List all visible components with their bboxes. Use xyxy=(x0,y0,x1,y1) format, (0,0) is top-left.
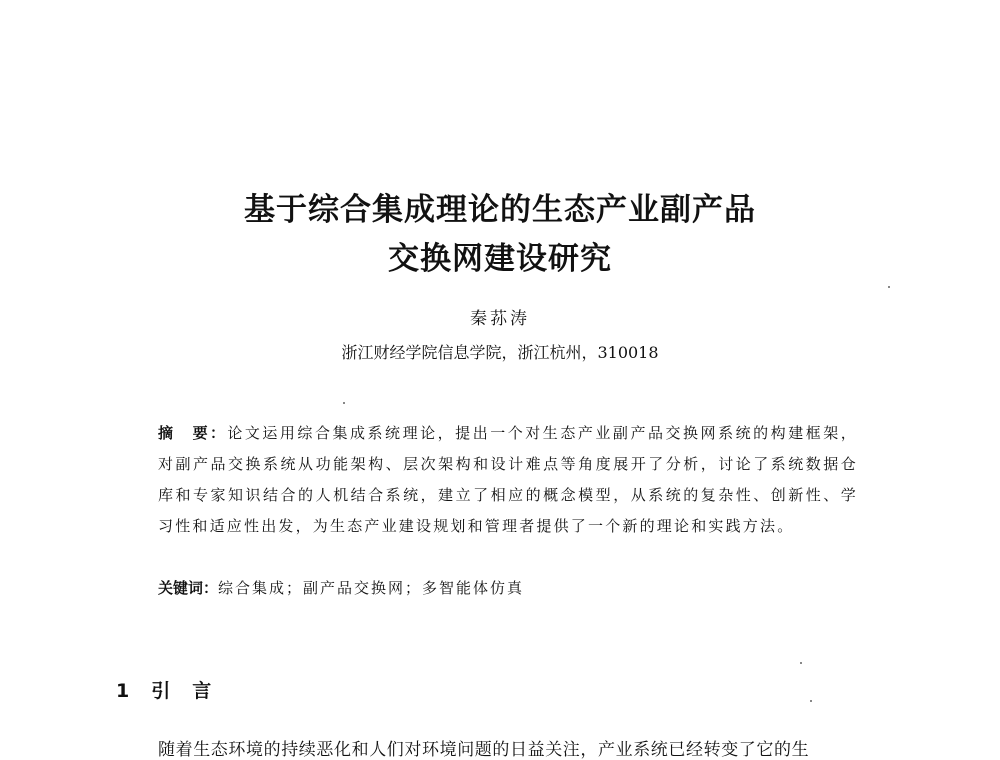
section-number: 1 xyxy=(116,680,130,702)
abstract-text: 论文运用综合集成系统理论，提出一个对生态产业副产品交换网系统的构建框架，对副产品交换系统从功能架构、层次架构和设计难点等角度展开了分析，讨论了系统数据仓库和专家知识结合的人机结合系统，建立了相应的概念模型，从系统的复杂性、创新性、学习性和适应性出发，为生态产业建设规划和管理者提供了一个新的理论和实践方法。 xyxy=(158,424,858,535)
section-title: 引言 xyxy=(151,680,234,702)
keywords-block xyxy=(158,577,858,598)
scan-speck xyxy=(800,662,802,664)
body-text-line: 随着生态环境的持续恶化和人们对环境问题的日益关注，产业系统已经转变了它的生 xyxy=(158,740,810,760)
scan-speck xyxy=(888,286,890,288)
scan-speck xyxy=(810,700,812,702)
paper-title-line-1: 基于综合集成理论的生态产业副产品 xyxy=(244,192,756,228)
author-affiliation: 浙江财经学院信息学院，浙江杭州，310018 xyxy=(341,343,659,362)
abstract-block xyxy=(158,418,858,542)
paper-title-line-2: 交换网建设研究 xyxy=(388,241,612,277)
author-name: 秦荪涛 xyxy=(470,309,530,329)
keywords-label: 关键词： xyxy=(158,579,219,597)
keywords-text: 综合集成；副产品交换网；多智能体仿真 xyxy=(218,579,525,597)
abstract-label: 摘 要： xyxy=(158,424,228,442)
scan-speck xyxy=(343,402,345,404)
section-heading xyxy=(116,676,233,703)
